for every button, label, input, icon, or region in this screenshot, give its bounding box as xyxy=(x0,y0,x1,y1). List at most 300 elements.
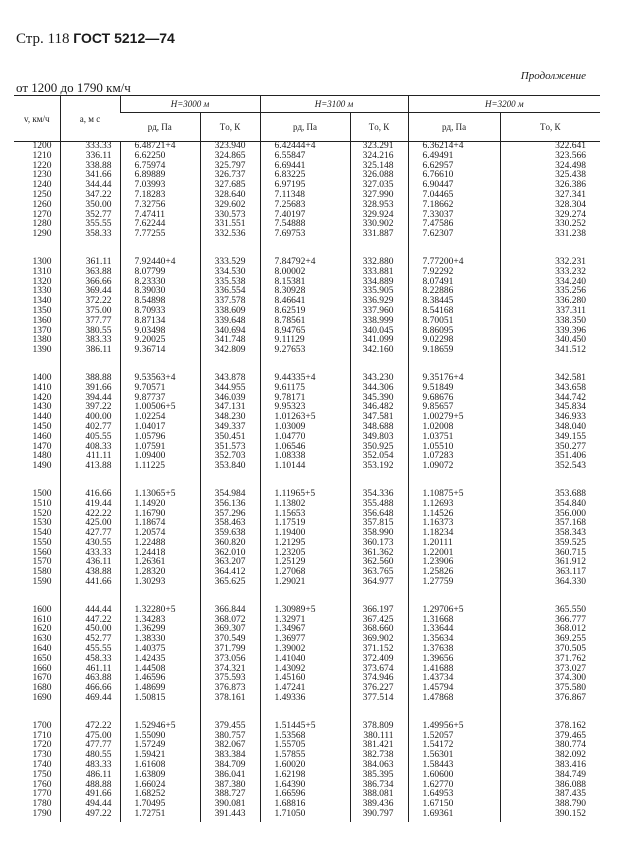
speed-kmh-cell: 1410 xyxy=(32,382,52,393)
temperature-cell: 347.581 xyxy=(350,413,408,423)
pressure-cell: 1.23906 xyxy=(408,558,500,568)
temperature-cell: 382.067 xyxy=(200,741,260,751)
speed-kmh-cell: 1500 xyxy=(32,488,52,499)
pressure-cell: 1.22001 xyxy=(408,549,500,559)
spacer-cell xyxy=(500,588,600,606)
pressure-cell: 9.36714 xyxy=(120,346,200,356)
speed-ms-cell: 419.44 xyxy=(60,500,120,510)
speed-kmh-cell: 1520 xyxy=(32,508,52,519)
temperature-cell: 354.840 xyxy=(500,500,600,510)
temperature-cell: 349.337 xyxy=(200,423,260,433)
col-header-temperature: Tо, К xyxy=(200,113,260,142)
spacer-cell xyxy=(120,704,200,722)
temperature-cell: 336.929 xyxy=(350,297,408,307)
temperature-cell: 390.081 xyxy=(200,800,260,810)
temperature-cell: 378.809 xyxy=(350,722,408,732)
speed-ms-cell: 480.55 xyxy=(60,751,120,761)
speed-ms-cell: 447.22 xyxy=(60,616,120,626)
pressure-cell: 1.25826 xyxy=(408,568,500,578)
spacer-cell xyxy=(500,472,600,490)
speed-kmh-cell: 1530 xyxy=(32,518,52,529)
temperature-cell: 341.099 xyxy=(350,336,408,346)
spacer-cell xyxy=(408,240,500,258)
pressure-cell: 6.76610 xyxy=(408,171,500,181)
speed-ms-cell: 497.22 xyxy=(60,810,120,822)
temperature-cell: 325.148 xyxy=(350,162,408,172)
speed-ms-cell: 463.88 xyxy=(60,674,120,684)
pressure-cell: 1.68816 xyxy=(260,800,350,810)
temperature-cell: 387.435 xyxy=(500,790,600,800)
temperature-cell: 324.498 xyxy=(500,162,600,172)
temperature-cell: 327.341 xyxy=(500,191,600,201)
temperature-cell: 373.674 xyxy=(350,665,408,675)
speed-kmh-cell: 1780 xyxy=(32,799,52,810)
temperature-cell: 391.443 xyxy=(200,810,260,822)
temperature-cell: 368.072 xyxy=(200,616,260,626)
temperature-cell: 382.738 xyxy=(350,751,408,761)
spacer-cell xyxy=(14,588,60,606)
pressure-cell: 8.46641 xyxy=(260,297,350,307)
temperature-cell: 334.530 xyxy=(200,268,260,278)
temperature-cell: 368.012 xyxy=(500,625,600,635)
pressure-cell: 8.54168 xyxy=(408,307,500,317)
spacer-cell xyxy=(260,472,350,490)
temperature-cell: 346.482 xyxy=(350,403,408,413)
pressure-cell: 1.07283 xyxy=(408,452,500,462)
temperature-cell: 325.438 xyxy=(500,171,600,181)
pressure-cell: 1.48699 xyxy=(120,684,200,694)
spacer-cell xyxy=(260,356,350,374)
pressure-cell: 1.49336 xyxy=(260,694,350,704)
pressure-cell: 1.53568 xyxy=(260,732,350,742)
temperature-cell: 331.887 xyxy=(350,230,408,240)
speed-kmh-cell: 1540 xyxy=(32,528,52,539)
speed-kmh-cell: 1370 xyxy=(32,325,52,336)
group-spacer xyxy=(14,588,600,606)
temperature-cell: 323.566 xyxy=(500,152,600,162)
speed-ms-cell: 416.66 xyxy=(60,490,120,500)
temperature-cell: 344.306 xyxy=(350,384,408,394)
pressure-cell: 7.25683 xyxy=(260,201,350,211)
speed-ms-cell: 455.55 xyxy=(60,645,120,655)
temperature-cell: 322.641 xyxy=(500,142,600,152)
temperature-cell: 375.580 xyxy=(500,684,600,694)
range-caption: от 1200 до 1790 км/ч xyxy=(16,80,131,95)
temperature-cell: 329.924 xyxy=(350,211,408,221)
pressure-cell: 1.30989+5 xyxy=(260,606,350,616)
pressure-cell: 1.57855 xyxy=(260,751,350,761)
temperature-cell: 348.688 xyxy=(350,423,408,433)
temperature-cell: 340.450 xyxy=(500,336,600,346)
pressure-cell: 1.16790 xyxy=(120,510,200,520)
pressure-cell: 1.02254 xyxy=(120,413,200,423)
speed-kmh-cell: 1290 xyxy=(32,229,52,240)
pressure-cell: 9.51849 xyxy=(408,384,500,394)
pressure-cell: 6.42444+4 xyxy=(260,142,350,152)
temperature-cell: 327.035 xyxy=(350,181,408,191)
pressure-cell: 1.52946+5 xyxy=(120,722,200,732)
speed-ms-cell: 408.33 xyxy=(60,443,120,453)
temperature-cell: 373.027 xyxy=(500,665,600,675)
spacer-cell xyxy=(120,472,200,490)
pressure-cell: 1.28320 xyxy=(120,568,200,578)
temperature-cell: 352.543 xyxy=(500,462,600,472)
temperature-cell: 337.311 xyxy=(500,307,600,317)
speed-kmh-cell: 1450 xyxy=(32,421,52,432)
speed-kmh-cell: 1390 xyxy=(32,345,52,356)
spacer-cell xyxy=(200,472,260,490)
speed-ms-cell: 452.77 xyxy=(60,635,120,645)
speed-ms-cell: 425.00 xyxy=(60,519,120,529)
pressure-cell: 9.95323 xyxy=(260,403,350,413)
temperature-cell: 377.514 xyxy=(350,694,408,704)
speed-kmh-cell: 1230 xyxy=(32,170,52,181)
speed-kmh-cell: 1570 xyxy=(32,557,52,568)
temperature-cell: 364.412 xyxy=(200,568,260,578)
pressure-cell: 1.27068 xyxy=(260,568,350,578)
temperature-cell: 363.207 xyxy=(200,558,260,568)
temperature-cell: 376.867 xyxy=(500,694,600,704)
pressure-cell: 1.35634 xyxy=(408,635,500,645)
temperature-cell: 386.041 xyxy=(200,771,260,781)
speed-kmh-cell: 1510 xyxy=(32,498,52,509)
temperature-cell: 342.160 xyxy=(350,346,408,356)
pressure-cell: 9.11129 xyxy=(260,336,350,346)
temperature-cell: 345.834 xyxy=(500,403,600,413)
pressure-cell: 9.70571 xyxy=(120,384,200,394)
pressure-cell: 1.47868 xyxy=(408,694,500,704)
speed-ms-cell: 361.11 xyxy=(60,258,120,268)
temperature-cell: 330.573 xyxy=(200,211,260,221)
temperature-cell: 372.409 xyxy=(350,655,408,665)
table-row xyxy=(14,462,600,472)
temperature-cell: 360.715 xyxy=(500,549,600,559)
speed-kmh-cell: 1750 xyxy=(32,769,52,780)
temperature-cell: 350.451 xyxy=(200,433,260,443)
speed-ms-cell: 475.00 xyxy=(60,732,120,742)
pressure-cell: 7.62244 xyxy=(120,220,200,230)
spacer-cell xyxy=(200,704,260,722)
temperature-cell: 335.538 xyxy=(200,278,260,288)
temperature-cell: 384.709 xyxy=(200,761,260,771)
temperature-cell: 374.321 xyxy=(200,665,260,675)
temperature-cell: 344.742 xyxy=(500,394,600,404)
pressure-cell: 1.45160 xyxy=(260,674,350,684)
speed-kmh-cell: 1600 xyxy=(32,604,52,615)
pressure-cell: 1.56301 xyxy=(408,751,500,761)
pressure-cell: 1.39656 xyxy=(408,655,500,665)
speed-ms-cell: 355.55 xyxy=(60,220,120,230)
speed-kmh-cell: 1550 xyxy=(32,537,52,548)
pressure-cell: 1.47241 xyxy=(260,684,350,694)
pressure-cell: 7.11348 xyxy=(260,191,350,201)
speed-ms-cell: 405.55 xyxy=(60,433,120,443)
temperature-cell: 380.757 xyxy=(200,732,260,742)
col-header-pressure: pд, Па xyxy=(408,113,500,142)
pressure-cell: 1.17519 xyxy=(260,519,350,529)
temperature-cell: 386.734 xyxy=(350,781,408,791)
temperature-cell: 367.425 xyxy=(350,616,408,626)
speed-ms-cell: 477.77 xyxy=(60,741,120,751)
pressure-cell: 1.09072 xyxy=(408,462,500,472)
pressure-cell: 8.00002 xyxy=(260,268,350,278)
pressure-cell: 6.90447 xyxy=(408,181,500,191)
temperature-cell: 344.955 xyxy=(200,384,260,394)
temperature-cell: 338.350 xyxy=(500,317,600,327)
speed-ms-cell: 344.44 xyxy=(60,181,120,191)
pressure-cell: 9.53563+4 xyxy=(120,374,200,384)
pressure-cell: 1.43092 xyxy=(260,665,350,675)
group-spacer xyxy=(14,356,600,374)
pressure-cell: 1.64390 xyxy=(260,781,350,791)
group-spacer xyxy=(14,472,600,490)
speed-ms-cell: 358.33 xyxy=(60,230,120,240)
temperature-cell: 333.232 xyxy=(500,268,600,278)
pressure-cell: 1.61608 xyxy=(120,761,200,771)
pressure-cell: 1.24418 xyxy=(120,549,200,559)
pressure-cell: 1.34283 xyxy=(120,616,200,626)
temperature-cell: 383.416 xyxy=(500,761,600,771)
speed-kmh-cell: 1710 xyxy=(32,730,52,741)
speed-kmh-cell: 1320 xyxy=(32,276,52,287)
spacer-cell xyxy=(260,704,350,722)
temperature-cell: 353.840 xyxy=(200,462,260,472)
temperature-cell: 348.040 xyxy=(500,423,600,433)
speed-ms-cell: 391.66 xyxy=(60,384,120,394)
speed-ms-cell: 422.22 xyxy=(60,510,120,520)
temperature-cell: 350.925 xyxy=(350,443,408,453)
pressure-cell: 8.38445 xyxy=(408,297,500,307)
speed-kmh-cell: 1420 xyxy=(32,392,52,403)
temperature-cell: 369.307 xyxy=(200,625,260,635)
temperature-cell: 332.231 xyxy=(500,258,600,268)
temperature-cell: 369.255 xyxy=(500,635,600,645)
temperature-cell: 327.685 xyxy=(200,181,260,191)
speed-ms-cell: 461.11 xyxy=(60,665,120,675)
standard-number: ГОСТ 5212—74 xyxy=(73,30,175,46)
speed-ms-cell: 350.00 xyxy=(60,201,120,211)
temperature-cell: 340.045 xyxy=(350,327,408,337)
speed-ms-cell: 380.55 xyxy=(60,327,120,337)
spacer-cell xyxy=(60,356,120,374)
speed-kmh-cell: 1300 xyxy=(32,256,52,267)
speed-kmh-cell: 1460 xyxy=(32,431,52,442)
temperature-cell: 379.455 xyxy=(200,722,260,732)
temperature-cell: 388.081 xyxy=(350,790,408,800)
pressure-cell: 6.62957 xyxy=(408,162,500,172)
temperature-cell: 354.984 xyxy=(200,490,260,500)
temperature-cell: 332.536 xyxy=(200,230,260,240)
pressure-cell: 1.55090 xyxy=(120,732,200,742)
temperature-cell: 325.797 xyxy=(200,162,260,172)
page-header xyxy=(16,30,175,48)
pressure-cell: 1.60020 xyxy=(260,761,350,771)
temperature-cell: 331.551 xyxy=(200,220,260,230)
col-header-altitude-3200: H=3200 м xyxy=(408,96,600,113)
pressure-cell: 1.05510 xyxy=(408,443,500,453)
temperature-cell: 343.230 xyxy=(350,374,408,384)
speed-ms-cell: 375.00 xyxy=(60,307,120,317)
speed-kmh-cell: 1770 xyxy=(32,789,52,800)
pressure-cell: 9.27653 xyxy=(260,346,350,356)
speed-ms-cell: 386.11 xyxy=(60,346,120,356)
table-row xyxy=(14,810,600,822)
speed-kmh-cell: 1360 xyxy=(32,315,52,326)
temperature-cell: 387.380 xyxy=(200,781,260,791)
pressure-cell: 7.18283 xyxy=(120,191,200,201)
speed-ms-cell: 469.44 xyxy=(60,694,120,704)
pressure-cell: 1.70495 xyxy=(120,800,200,810)
speed-kmh-cell: 1490 xyxy=(32,461,52,472)
temperature-cell: 343.878 xyxy=(200,374,260,384)
spacer-cell xyxy=(14,472,60,490)
speed-ms-cell: 352.77 xyxy=(60,211,120,221)
table-row xyxy=(14,230,600,240)
spacer-cell xyxy=(408,704,500,722)
col-header-altitude-3000: H=3000 м xyxy=(120,96,260,113)
pressure-cell: 1.30293 xyxy=(120,578,200,588)
speed-kmh-cell: 1440 xyxy=(32,412,52,423)
pressure-cell: 7.47411 xyxy=(120,211,200,221)
pressure-cell: 1.62770 xyxy=(408,781,500,791)
table-row xyxy=(14,578,600,588)
pressure-cell: 1.37638 xyxy=(408,645,500,655)
pressure-cell: 1.12693 xyxy=(408,500,500,510)
col-header-pressure: pд, Па xyxy=(120,113,200,142)
temperature-cell: 373.056 xyxy=(200,655,260,665)
pressure-cell: 1.42435 xyxy=(120,655,200,665)
pressure-cell: 7.04465 xyxy=(408,191,500,201)
pressure-cell: 6.69441 xyxy=(260,162,350,172)
pressure-cell: 1.62198 xyxy=(260,771,350,781)
spacer-cell xyxy=(14,356,60,374)
temperature-cell: 379.465 xyxy=(500,732,600,742)
pressure-cell: 1.71050 xyxy=(260,810,350,822)
speed-kmh-cell: 1580 xyxy=(32,567,52,578)
col-header-temperature: Tо, К xyxy=(500,113,600,142)
speed-ms-cell: 413.88 xyxy=(60,462,120,472)
temperature-cell: 359.638 xyxy=(200,529,260,539)
speed-kmh-cell: 1670 xyxy=(32,673,52,684)
pressure-cell: 1.41688 xyxy=(408,665,500,675)
speed-kmh-cell: 1220 xyxy=(32,160,52,171)
spacer-cell xyxy=(14,240,60,258)
temperature-cell: 369.902 xyxy=(350,635,408,645)
pressure-cell: 8.23330 xyxy=(120,278,200,288)
spacer-cell xyxy=(350,588,408,606)
speed-ms-cell: 366.66 xyxy=(60,278,120,288)
temperature-cell: 330.252 xyxy=(500,220,600,230)
temperature-cell: 370.505 xyxy=(500,645,600,655)
pressure-cell: 1.57249 xyxy=(120,741,200,751)
speed-kmh-cell: 1200 xyxy=(32,141,52,151)
temperature-cell: 335.256 xyxy=(500,287,600,297)
pressure-cell: 1.10144 xyxy=(260,462,350,472)
pressure-cell: 1.20111 xyxy=(408,539,500,549)
speed-ms-cell: 341.66 xyxy=(60,171,120,181)
speed-ms-cell: 488.88 xyxy=(60,781,120,791)
pressure-cell: 8.70933 xyxy=(120,307,200,317)
temperature-cell: 327.990 xyxy=(350,191,408,201)
pressure-cell: 6.83225 xyxy=(260,171,350,181)
col-header-speed-ms: a, м с xyxy=(60,96,120,142)
temperature-cell: 351.406 xyxy=(500,452,600,462)
pressure-cell: 7.33037 xyxy=(408,211,500,221)
pressure-cell: 1.69361 xyxy=(408,810,500,822)
col-header-speed-kmh: v, км/ч xyxy=(14,96,60,142)
pressure-cell: 1.32280+5 xyxy=(120,606,200,616)
temperature-cell: 366.844 xyxy=(200,606,260,616)
temperature-cell: 358.463 xyxy=(200,519,260,529)
pressure-cell: 6.97195 xyxy=(260,181,350,191)
pressure-cell: 1.25129 xyxy=(260,558,350,568)
pressure-cell: 1.36977 xyxy=(260,635,350,645)
temperature-cell: 374.946 xyxy=(350,674,408,684)
speed-ms-cell: 491.66 xyxy=(60,790,120,800)
pressure-cell: 8.78561 xyxy=(260,317,350,327)
temperature-cell: 347.131 xyxy=(200,403,260,413)
temperature-cell: 343.658 xyxy=(500,384,600,394)
pressure-cell: 7.92440+4 xyxy=(120,258,200,268)
speed-kmh-cell: 1790 xyxy=(32,809,52,820)
pressure-cell: 1.46596 xyxy=(120,674,200,684)
pressure-cell: 1.22488 xyxy=(120,539,200,549)
pressure-cell: 8.94765 xyxy=(260,327,350,337)
speed-ms-cell: 336.11 xyxy=(60,152,120,162)
speed-ms-cell: 486.11 xyxy=(60,771,120,781)
pressure-cell: 6.36214+4 xyxy=(408,142,500,152)
speed-kmh-cell: 1650 xyxy=(32,653,52,664)
pressure-cell: 8.30928 xyxy=(260,287,350,297)
temperature-cell: 339.648 xyxy=(200,317,260,327)
pressure-cell: 7.54888 xyxy=(260,220,350,230)
temperature-cell: 371.152 xyxy=(350,645,408,655)
temperature-cell: 323.291 xyxy=(350,142,408,152)
temperature-cell: 336.554 xyxy=(200,287,260,297)
speed-ms-cell: 383.33 xyxy=(60,336,120,346)
temperature-cell: 349.155 xyxy=(500,433,600,443)
temperature-cell: 345.390 xyxy=(350,394,408,404)
pressure-cell: 9.61175 xyxy=(260,384,350,394)
speed-ms-cell: 466.66 xyxy=(60,684,120,694)
pressure-cell: 1.21295 xyxy=(260,539,350,549)
spacer-cell xyxy=(120,356,200,374)
pressure-cell: 1.44508 xyxy=(120,665,200,675)
pressure-cell: 1.66596 xyxy=(260,790,350,800)
pressure-cell: 8.62519 xyxy=(260,307,350,317)
temperature-cell: 364.977 xyxy=(350,578,408,588)
temperature-cell: 386.088 xyxy=(500,781,600,791)
speed-kmh-cell: 1680 xyxy=(32,683,52,694)
speed-ms-cell: 377.77 xyxy=(60,317,120,327)
pressure-cell: 1.58443 xyxy=(408,761,500,771)
pressure-cell: 1.15653 xyxy=(260,510,350,520)
pressure-cell: 7.62307 xyxy=(408,230,500,240)
temperature-cell: 358.990 xyxy=(350,529,408,539)
spacer-cell xyxy=(500,704,600,722)
speed-ms-cell: 472.22 xyxy=(60,722,120,732)
temperature-cell: 356.136 xyxy=(200,500,260,510)
temperature-cell: 360.173 xyxy=(350,539,408,549)
pressure-cell: 1.18674 xyxy=(120,519,200,529)
spacer-cell xyxy=(408,588,500,606)
pressure-cell: 1.36299 xyxy=(120,625,200,635)
spacer-cell xyxy=(120,240,200,258)
pressure-cell: 1.59421 xyxy=(120,751,200,761)
pressure-cell: 1.68252 xyxy=(120,790,200,800)
pressure-cell: 1.03009 xyxy=(260,423,350,433)
spacer-cell xyxy=(120,588,200,606)
